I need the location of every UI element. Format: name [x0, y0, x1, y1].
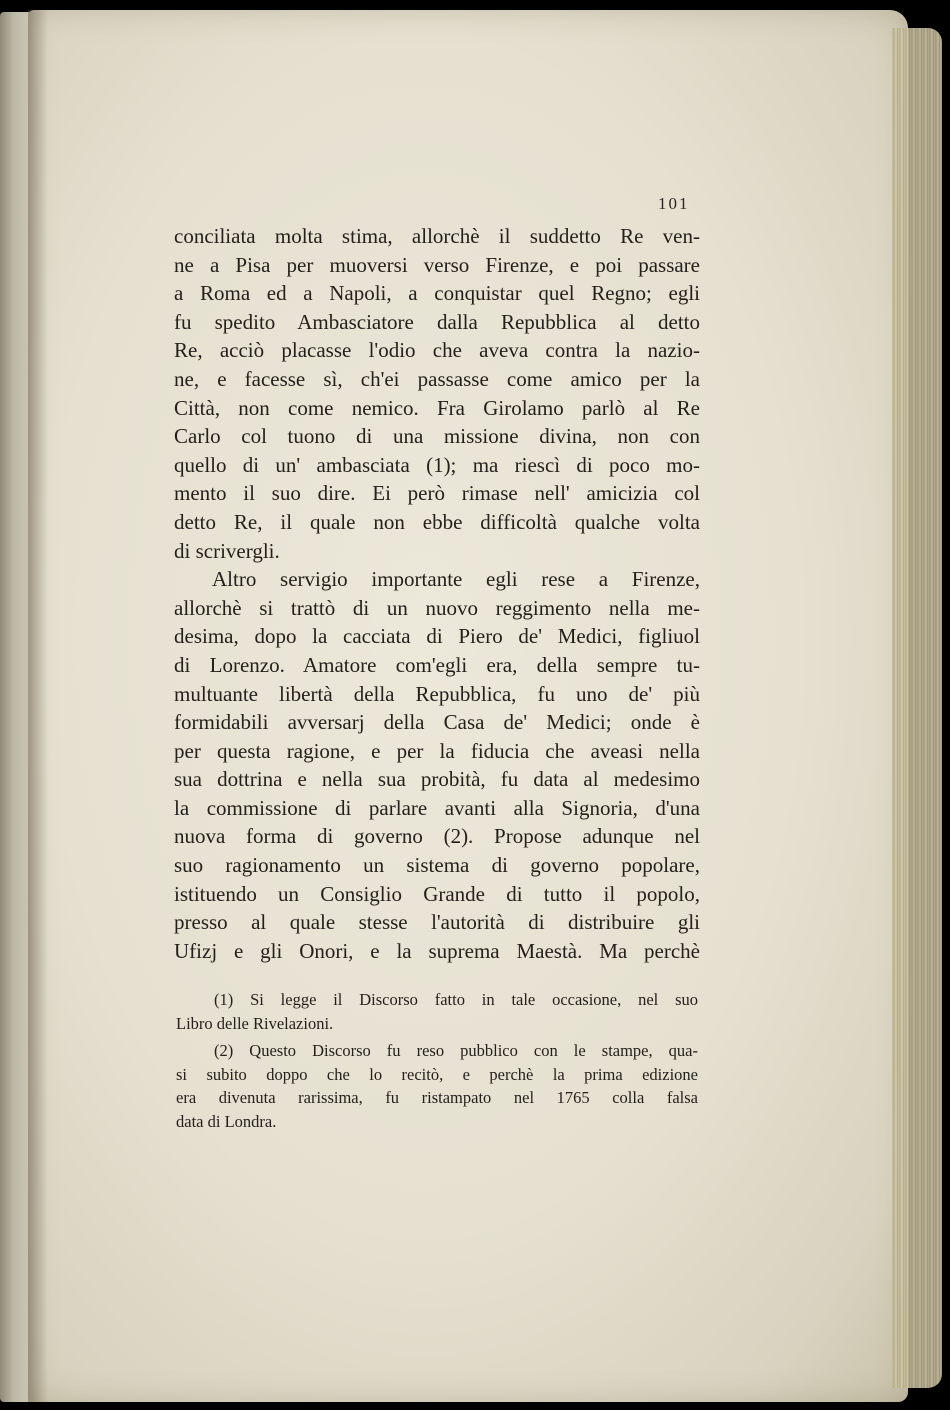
text-line: di scrivergli.: [174, 538, 280, 563]
text-line: per questa ragione, e per la fiducia che aveasi nella: [174, 738, 700, 763]
text-line: mento il suo dire. Ei però rimase nell' amicizia col: [174, 481, 700, 506]
page-number: 101: [658, 194, 690, 213]
text-line: ne a Pisa per muoversi verso Firenze, e poi passare: [174, 252, 700, 277]
text-line: Altro servigio importante egli rese a Firenze,: [212, 567, 700, 592]
text-line: fu spedito Ambasciatore dalla Repubblica al detto: [174, 309, 700, 334]
text-line: multuante libertà della Repubblica, fu uno de' più: [174, 681, 700, 706]
text-line: ne, e facesse sì, ch'ei passasse come amico per la: [174, 366, 700, 391]
text-line: a Roma ed a Napoli, a conquistar quel Regno; egli: [174, 281, 700, 306]
text-line: Carlo col tuono di una missione divina, non con: [174, 424, 700, 449]
text-line: conciliata molta stima, allorchè il suddetto Re ven-: [174, 224, 700, 248]
text-line: suo ragionamento un sistema di governo popolare,: [174, 853, 700, 878]
footnote-line: era divenuta rarissima, fu ristampato nel 1765 colla falsa: [176, 1088, 698, 1107]
footnote-line: Libro delle Rivelazioni.: [176, 1013, 334, 1033]
text-line: Re, acciò placasse l'odio che aveva contra la nazio-: [174, 338, 700, 363]
text-line: allorchè si trattò di un nuovo reggimento nella me-: [174, 595, 700, 620]
text-line: quello di un' ambasciata (1); ma riescì di poco mo-: [174, 452, 700, 477]
text-line: Città, non come nemico. Fra Girolamo parlò al Re: [174, 395, 700, 420]
text-line: sua dottrina e nella sua probità, fu data al medesimo: [174, 767, 700, 792]
footnotes: [176, 988, 698, 1133]
spine-shadow: [28, 10, 48, 1402]
footnote-line: (2) Questo Discorso fu reso pubblico con le stampe, qua-: [214, 1041, 698, 1060]
text-line: la commissione di parlare avanti alla Signoria, d'una: [174, 795, 700, 820]
text-line: detto Re, il quale non ebbe difficoltà qualche volta: [174, 509, 700, 534]
text-line: nuova forma di governo (2). Propose adunque nel: [174, 824, 700, 849]
text-line: Ufizj e gli Onori, e la suprema Maestà. Ma perchè: [174, 938, 700, 963]
page-block-edge: [892, 28, 942, 1388]
text-line: presso al quale stesse l'autorità di distribuire gli: [174, 910, 700, 935]
text-line: formidabili avversarj della Casa de' Medici; onde è: [174, 710, 700, 735]
text-line: di Lorenzo. Amatore com'egli era, della sempre tu-: [174, 652, 700, 677]
footnote-line: (1) Si legge il Discorso fatto in tale occasione, nel suo: [214, 990, 698, 1009]
footnote-line: si subito doppo che lo recitò, e perchè la prima edizione: [176, 1064, 698, 1084]
footnote-line: data di Londra.: [176, 1111, 277, 1131]
text-line: desima, dopo la cacciata di Piero de' Medici, figliuol: [174, 624, 700, 649]
text-line: istituendo un Consiglio Grande di tutto il popolo,: [174, 881, 700, 906]
main-text-block: [174, 222, 700, 965]
